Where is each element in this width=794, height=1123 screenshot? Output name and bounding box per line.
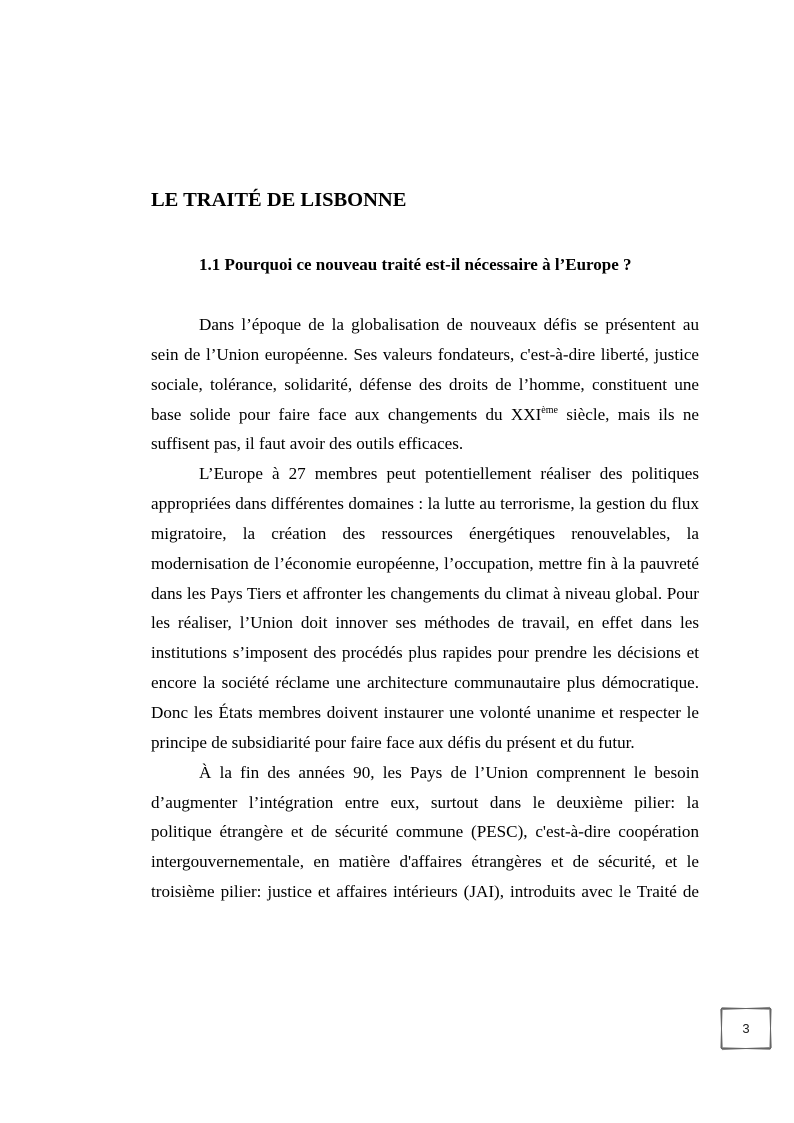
paragraph-1-text-end: siècle, mais ils ne suffisent pas, il faut avoir des outils efficaces. (151, 404, 699, 454)
page-number-box (721, 1008, 771, 1049)
page-number: 3 (742, 1021, 750, 1036)
century-superscript: ème (541, 404, 558, 416)
paragraph-3: À la fin des années 90, les Pays de l’Union comprennent le besoin d’augmenter l’intégration entre eux, surtout dans le deuxième pilier: la politique étrangère et de sécurité commune (PESC), c'est-à-dire coopération intergouvernementale, en matière d'affaires étrangères et de sécurité, et le troisième pilier: justice et affaires intérieurs (JAI), introduits avec le Traité de (151, 762, 699, 902)
paragraph-1-text: Dans l’époque de la globalisation de nouveaux défis se présentent au sein de l’Union européenne. Ses valeurs fondateurs, c'est-à-dire liberté, justice sociale, tolérance, solidarité, défense des droits de l’homme, constituent une base solide pour faire face aux changements du XXI (151, 315, 699, 424)
page-title: LE TRAITÉ DE LISBONNE (151, 189, 407, 211)
body-text (151, 310, 699, 907)
section-heading: 1.1 Pourquoi ce nouveau traité est-il nécessaire à l’Europe ? (199, 255, 632, 274)
paragraph-2: L’Europe à 27 membres peut potentiellement réaliser des politiques appropriées dans différentes domaines : la lutte au terrorisme, la gestion du flux migratoire, la création des ressources énergétiques renouvelables, la modernisation de l’économie européenne, l’occupation, mettre fin à la pauvreté dans les Pays Tiers et affronter les changements du climat à niveau global. Pour les réaliser, l’Union doit innover ses méthodes de travail, en effet dans les institutions s’imposent des procédés plus rapides pour prendre les décisions et encore la société réclame une architecture communautaire plus démocratique. Donc les États membres doivent instaurer une volonté unanime et respecter le principe de subsidiarité pour faire face aux défis du présent et du futur. (151, 464, 699, 752)
paragraph-1 (151, 310, 699, 459)
